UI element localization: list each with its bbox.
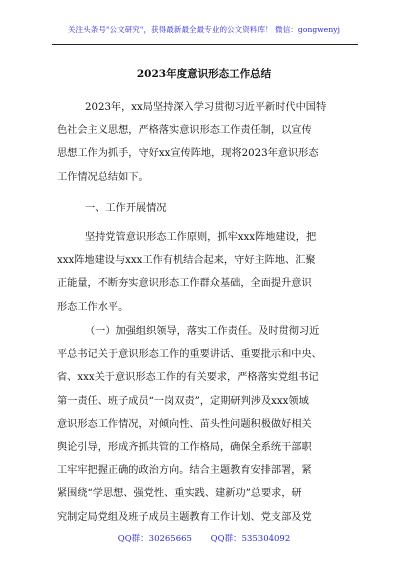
paragraph-line: 省、xxx关于意识形态工作的有关要求，严格落实党组书记 (57, 372, 319, 384)
paragraph-3 (57, 320, 353, 529)
intro-line: 色社会主义思想，严格落实意识形态工作责任制，以宣传 (57, 125, 312, 137)
paragraph-line: 紧围绕“学思想、强党性、重实践、建新功”总要求，研 (57, 488, 302, 500)
footer-contact (0, 532, 408, 544)
paragraph-line: 第一责任、班子成员“一岗双责”，定期研判涉及xxx领域 (57, 395, 309, 407)
paragraph-line: 坚持党管意识形态工作原则，抓牢xxx阵地建设，把 (85, 232, 317, 243)
header-note: 关注头条号"公文研究"，获得最新最全最专业的公文资料库！ 微信：gongwenyj (67, 25, 341, 34)
paragraph-line: 意识形态工作情况，对倾向性、苗头性问题积极做好相关 (57, 418, 312, 430)
paragraph-line: 正能量，不断夯实意识形态工作群众基础，全面提升意识 (57, 278, 312, 290)
paragraph-line: （一）加强组织领导，落实工作责任。及时贯彻习近 (85, 326, 320, 337)
paragraph-2 (57, 226, 353, 319)
intro-paragraph (57, 96, 353, 189)
paragraph-line: 究制定局党组及班子成员主题教育工作计划、党支部及党 (57, 511, 312, 523)
footer-qq-group-1: QQ群：30265665 (117, 534, 192, 544)
paragraph-line: xxx阵地建设与xxx工作有机结合起来，守好主阵地、汇聚 (57, 255, 316, 267)
section-heading: 一、工作开展情况 (85, 203, 167, 214)
intro-line: 2023年，xx局坚持深入学习贯彻习近平新时代中国特 (85, 102, 327, 113)
paragraph-line: 平总书记关于意识形态工作的重要讲话、重要批示和中央、 (57, 349, 322, 361)
intro-line: 思想工作为抓手，守好xx宣传阵地，现将2023年意识形态 (57, 148, 319, 160)
header-divider (52, 44, 358, 45)
intro-line: 工作情况总结如下。 (57, 171, 149, 183)
paragraph-line: 工牢牢把握正确的政治方向。结合主题教育安排部署，紧 (57, 465, 312, 477)
paragraph-line: 舆论引导，形成齐抓共管的工作格局，确保全系统干部职 (57, 441, 312, 453)
footer-qq-group-2: QQ群：535304092 (210, 534, 291, 544)
paragraph-line: 形态工作水平。 (57, 301, 129, 313)
document-title: 2023年度意识形态工作总结 (136, 68, 272, 80)
